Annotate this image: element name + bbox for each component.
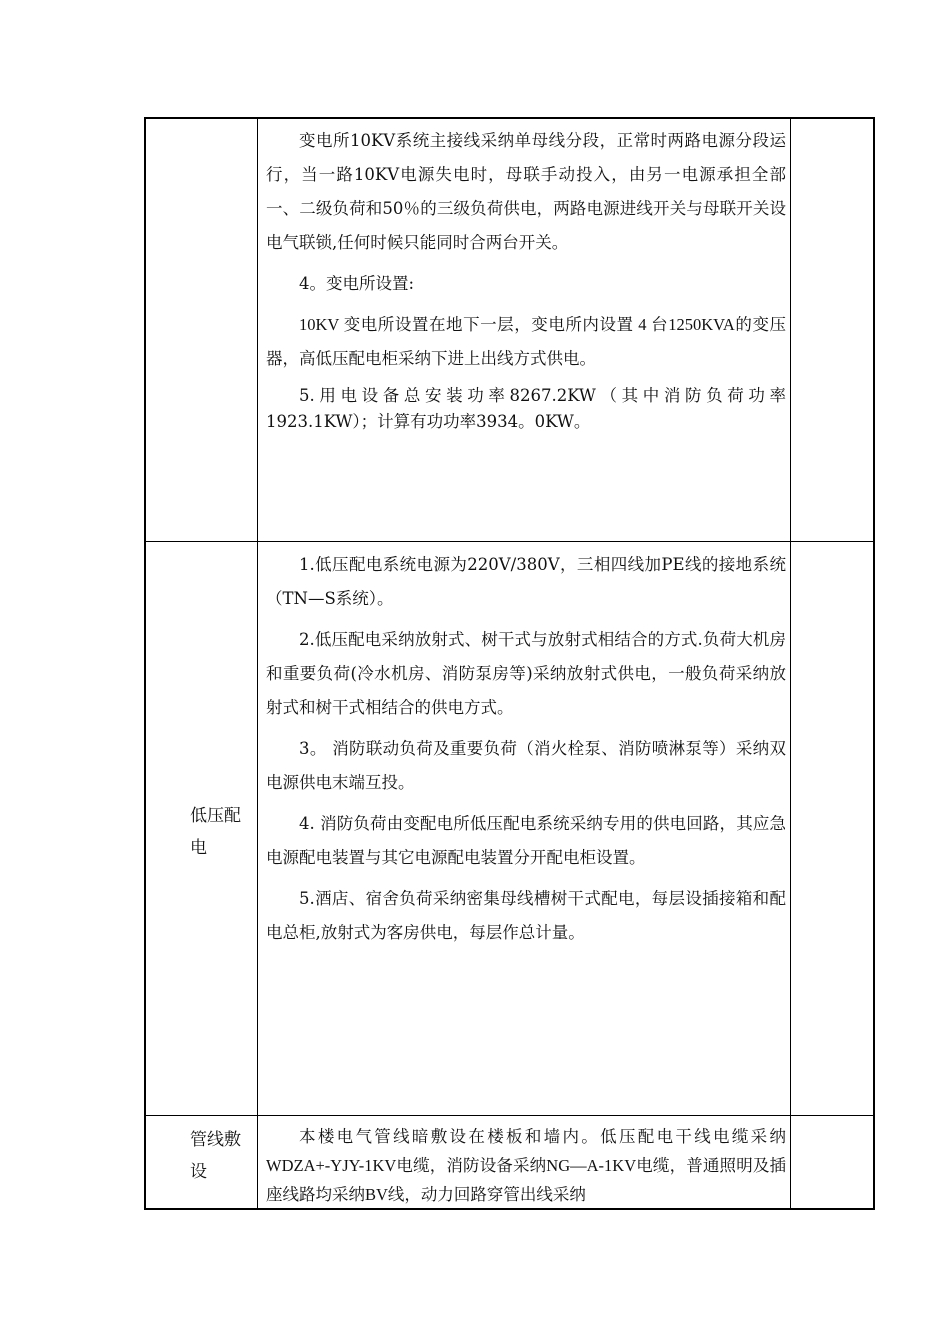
paragraph: 5.用电设备总安装功率8267.2KW（其中消防负荷功率1923.1KW）；计算有功功率3934。0KW。 xyxy=(266,386,786,431)
paragraph: 变电所10KV系统主接线采纳单母线分段，正常时两路电源分段运行，当一路10KV电源失电时，母联手动投入，由另一电源承担全部一、二级负荷和50％的三级负荷供电，两路电源进线开关与母联开关设电气联锁,任何时候只能同时合两台开关。 xyxy=(266,131,786,252)
row-3-content xyxy=(266,1122,786,1216)
table-right-border xyxy=(873,117,875,1210)
row-label-low-voltage: 低压配电 xyxy=(190,806,241,858)
row-divider xyxy=(144,541,875,542)
paragraph: 4. 消防负荷由变配电所低压配电系统采纳专用的供电回路，其应急电源配电装置与其它电源配电装置分开配电柜设置。 xyxy=(266,814,786,867)
paragraph: 1.低压配电系统电源为220V/380V，三相四线加PE线的接地系统（TN—S系统）。 xyxy=(266,555,786,608)
row-2-content xyxy=(266,548,786,957)
paragraph: 3。 消防联动负荷及重要负荷（消火栓泵、消防喷淋泵等）采纳双电源供电末端互投。 xyxy=(266,739,786,792)
paragraph: 5.酒店、宿舍负荷采纳密集母线槽树干式配电，每层设插接箱和配电总柜,放射式为客房供电，每层作总计量。 xyxy=(266,889,786,942)
table-top-border xyxy=(144,117,875,119)
column-divider xyxy=(790,117,791,1210)
column-divider xyxy=(257,117,258,1210)
row-1-content xyxy=(266,124,786,442)
paragraph: 4。变电所设置: xyxy=(299,274,415,293)
row-divider xyxy=(144,1115,875,1116)
paragraph: 本楼电气管线暗敷设在楼板和墙内。低压配电干线电缆采纳WDZA+-YJY-1KV电缆，消防设备采纳NG—A-1KV电缆，普通照明及插座线路均采纳BV线，动力回路穿管出线采纳 xyxy=(266,1127,786,1204)
paragraph: 10KV 变电所设置在地下一层，变电所内设置 4 台1250KVA的变压器，高低压配电柜采纳下进上出线方式供电。 xyxy=(266,315,786,368)
row-label-cabling: 管线敷设 xyxy=(190,1130,241,1182)
table-left-border xyxy=(144,117,146,1210)
paragraph: 2.低压配电采纳放射式、树干式与放射式相结合的方式.负荷大机房和重要负荷(冷水机房、消防泵房等)采纳放射式供电，一般负荷采纳放射式和树干式相结合的供电方式。 xyxy=(266,630,786,717)
